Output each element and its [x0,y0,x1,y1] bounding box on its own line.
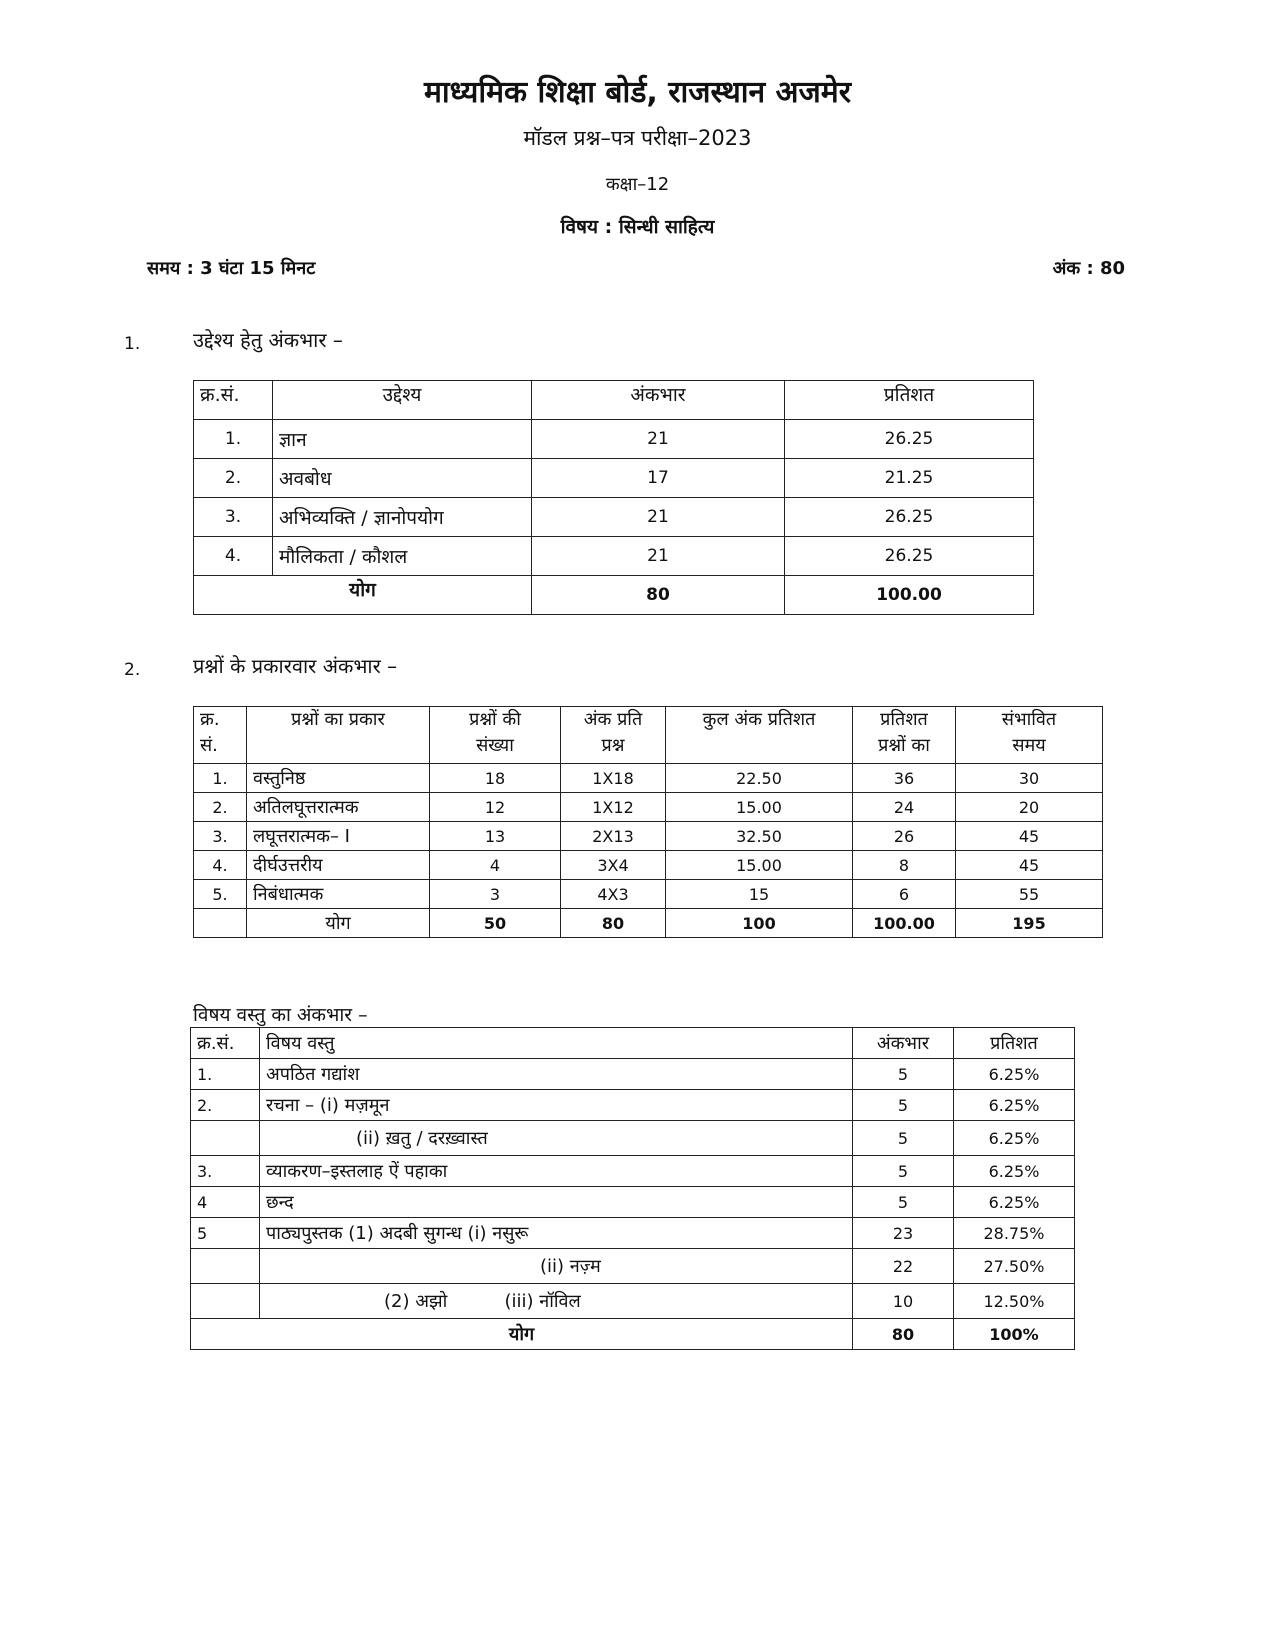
cell-count: 4 [430,851,561,880]
time-label: समय : 3 घंटा 15 मिनट [147,258,316,279]
cell-sn: 3. [191,1156,260,1187]
cell-percent: 6.25% [954,1187,1075,1218]
col-percent: प्रतिशत [785,381,1034,420]
cell-per: 4X3 [561,880,666,909]
cell-time: 45 [956,822,1103,851]
col-content: विषय वस्तु [260,1028,853,1059]
cell-type: दीर्घउत्तरीय [247,851,430,880]
cell-content: छन्द [260,1187,853,1218]
cell-total-q-pct: 100.00 [853,909,956,938]
cell-sn: 1. [191,1059,260,1090]
cell-per: 1X18 [561,764,666,793]
cell-percent: 6.25% [954,1090,1075,1121]
cell-marks: 5 [853,1156,954,1187]
cell-sn: 2. [194,459,273,498]
col-marks: अंकभार [853,1028,954,1059]
cell-sn [191,1284,260,1319]
col-sn: क्र.सं. [191,1028,260,1059]
marks-label: अंक : 80 [1052,258,1125,279]
cell-sn [191,1121,260,1156]
cell-objective: अवबोध [273,459,532,498]
cell-sn: 1. [194,420,273,459]
question-type-table [193,706,1103,938]
cell-sn: 3. [194,498,273,537]
cell-content: (ii) ख़तु / दरख़्वास्त [260,1121,853,1156]
cell-percent: 21.25 [785,459,1034,498]
cell-time: 20 [956,793,1103,822]
table-row [191,1090,1075,1121]
cell-time: 30 [956,764,1103,793]
cell-objective: ज्ञान [273,420,532,459]
table-row [194,851,1103,880]
cell-marks: 23 [853,1218,954,1249]
table-row [191,1059,1075,1090]
cell-q-pct: 26 [853,822,956,851]
col-question-percent: प्रतिशत प्रश्नों का [853,707,956,764]
table-header-row [191,1028,1075,1059]
cell-q-pct: 8 [853,851,956,880]
table-row [191,1121,1075,1156]
cell-total-time: 195 [956,909,1103,938]
cell-per: 3X4 [561,851,666,880]
table-total-row [194,909,1103,938]
table-row [191,1156,1075,1187]
table-row [194,537,1034,576]
cell-content: अपठित गद्यांश [260,1059,853,1090]
table-row [191,1249,1075,1284]
table-row [194,498,1034,537]
cell-total-pct: 15.00 [666,793,853,822]
cell-time: 45 [956,851,1103,880]
cell-count: 12 [430,793,561,822]
section1-number: 1. [124,334,141,354]
cell-objective: मौलिकता / कौशल [273,537,532,576]
table-row [194,822,1103,851]
cell-q-pct: 36 [853,764,956,793]
cell-count: 3 [430,880,561,909]
cell-marks: 22 [853,1249,954,1284]
cell-total-label: योग [247,909,430,938]
cell-type: लघूत्तरात्मक– I [247,822,430,851]
cell-percent: 26.25 [785,498,1034,537]
col-percent: प्रतिशत [954,1028,1075,1059]
section3-title: विषय वस्तु का अंकभार – [193,1004,368,1026]
cell-percent: 6.25% [954,1121,1075,1156]
cell-sn: 2. [191,1090,260,1121]
table-header-row [194,707,1103,764]
table-row [194,764,1103,793]
cell-marks: 5 [853,1059,954,1090]
cell-total-per: 80 [561,909,666,938]
table-total-row [191,1319,1075,1350]
cell-marks: 17 [532,459,785,498]
cell-total-pct: 32.50 [666,822,853,851]
cell-sn [191,1249,260,1284]
table-row [194,459,1034,498]
col-total-percent: कुल अंक प्रतिशत [666,707,853,764]
cell-total-total-pct: 100 [666,909,853,938]
cell-percent: 6.25% [954,1059,1075,1090]
cell-total-label: योग [191,1319,853,1350]
col-objective: उद्देश्य [273,381,532,420]
cell-count: 18 [430,764,561,793]
table-total-row [194,576,1034,615]
col-type: प्रश्नों का प्रकार [247,707,430,764]
cell-marks: 10 [853,1284,954,1319]
cell-content: (2) अझो (iii) नॉविल [260,1284,853,1319]
table-row [191,1218,1075,1249]
cell-per: 1X12 [561,793,666,822]
cell-content: (ii) नज़्म [260,1249,853,1284]
cell-percent: 6.25% [954,1156,1075,1187]
cell-marks: 5 [853,1090,954,1121]
cell-percent: 26.25 [785,420,1034,459]
table-row [194,420,1034,459]
cell-total-pct: 15 [666,880,853,909]
paper-subtitle: मॉडल प्रश्न–पत्र परीक्षा–2023 [523,126,752,150]
cell-sn: 4. [194,851,247,880]
table-row [191,1284,1075,1319]
cell-marks: 21 [532,498,785,537]
cell-content: पाठ्यपुस्तक (1) अदबी सुगन्ध (i) नसुरू [260,1218,853,1249]
cell-sn: 2. [194,793,247,822]
cell-type: अतिलघूत्तरात्मक [247,793,430,822]
cell-sn: 4. [194,537,273,576]
cell-marks: 21 [532,537,785,576]
cell-sn: 5. [194,880,247,909]
cell-per: 2X13 [561,822,666,851]
cell-type: निबंधात्मक [247,880,430,909]
cell-total-label: योग [194,576,532,615]
table-row [194,880,1103,909]
col-sn: क्र.सं. [194,381,273,420]
cell-percent: 28.75% [954,1218,1075,1249]
table-row [194,793,1103,822]
section1-title: उद्देश्य हेतु अंकभार – [193,328,343,352]
cell-objective: अभिव्यक्ति / ज्ञानोपयोग [273,498,532,537]
cell-marks: 21 [532,420,785,459]
cell-marks: 5 [853,1187,954,1218]
section2-number: 2. [124,660,141,680]
cell-count: 13 [430,822,561,851]
cell-total-marks: 80 [853,1319,954,1350]
cell-sn: 1. [194,764,247,793]
cell-q-pct: 6 [853,880,956,909]
table-row [191,1187,1075,1218]
cell-total-pct: 15.00 [666,851,853,880]
cell-total-pct: 22.50 [666,764,853,793]
cell-q-pct: 24 [853,793,956,822]
cell-total-percent: 100.00 [785,576,1034,615]
cell-percent: 12.50% [954,1284,1075,1319]
cell-total-marks: 80 [532,576,785,615]
col-marks-per-question: अंक प्रति प्रश्न [561,707,666,764]
cell-time: 55 [956,880,1103,909]
cell-marks: 5 [853,1121,954,1156]
cell-sn: 5 [191,1218,260,1249]
board-title: माध्यमिक शिक्षा बोर्ड, राजस्थान अजमेर [423,75,852,110]
cell-type: वस्तुनिष्ठ [247,764,430,793]
cell-total-count: 50 [430,909,561,938]
cell-sn: 4 [191,1187,260,1218]
cell-content: व्याकरण–इस्तलाह ऐं पहाका [260,1156,853,1187]
subject-label: विषय : सिन्धी साहित्य [560,216,715,238]
cell-percent: 26.25 [785,537,1034,576]
col-time: संभावित समय [956,707,1103,764]
class-label: कक्षा–12 [605,174,670,195]
cell-content: रचना – (i) मज़मून [260,1090,853,1121]
cell-sn: 3. [194,822,247,851]
cell-percent: 27.50% [954,1249,1075,1284]
col-count: प्रश्नों की संख्या [430,707,561,764]
content-weightage-table [190,1027,1075,1350]
cell-empty [194,909,247,938]
col-sn: क्र. सं. [194,707,247,764]
cell-total-percent: 100% [954,1319,1075,1350]
objective-weightage-table [193,380,1034,615]
col-marks: अंकभार [532,381,785,420]
section2-title: प्रश्नों के प्रकारवार अंकभार – [193,654,398,678]
table-header-row [194,381,1034,420]
